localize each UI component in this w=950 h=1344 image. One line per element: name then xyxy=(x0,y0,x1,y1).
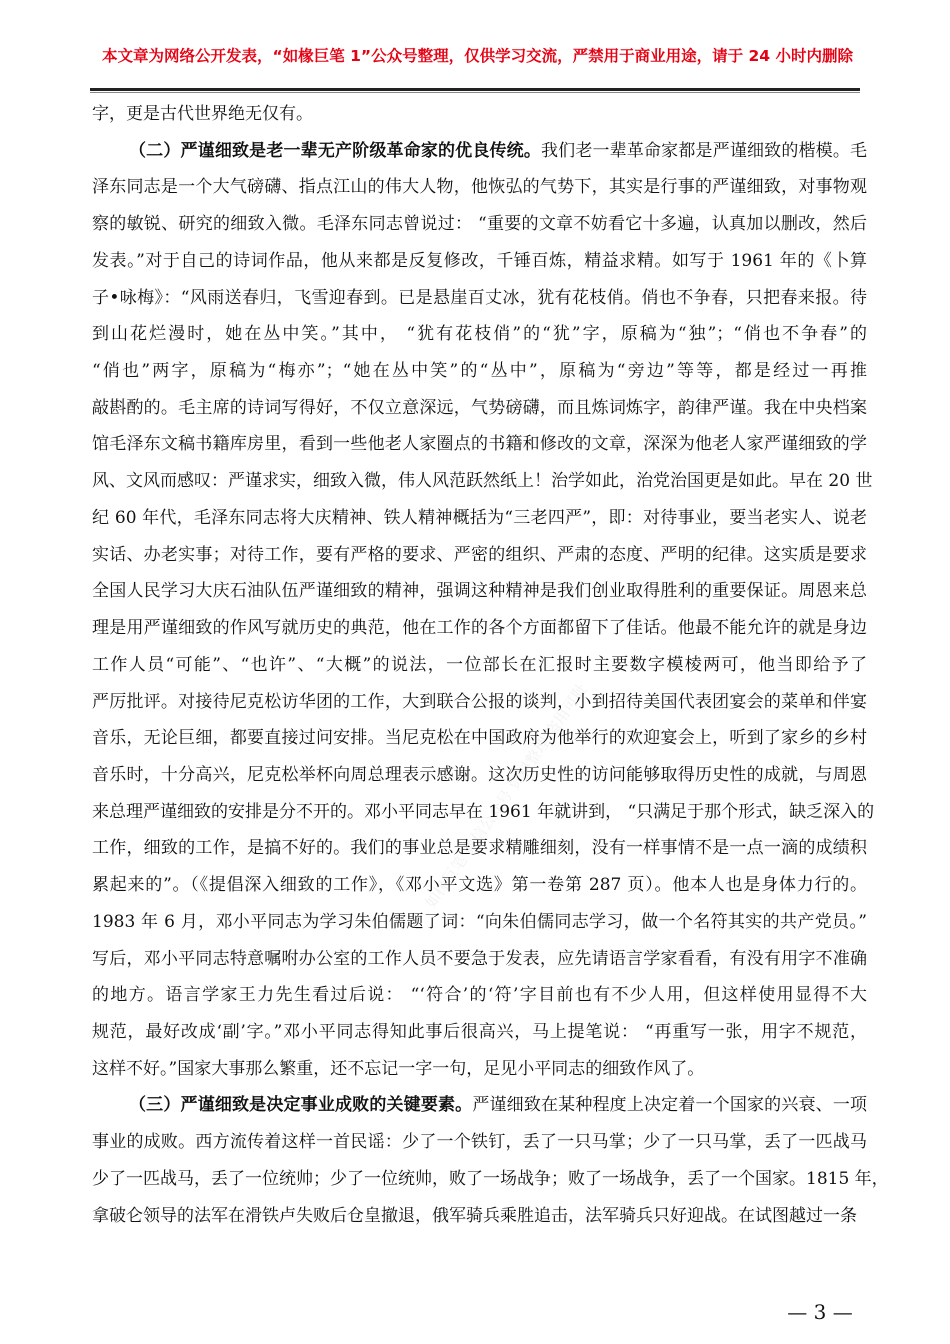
text-line xyxy=(92,647,867,684)
text-line xyxy=(92,1087,867,1124)
header-divider-thin xyxy=(90,92,860,93)
copyright-notice: 本文章为网络公开发表，“如椽巨笔 1”公众号整理，仅供学习交流，严禁用于商业用途，请于 24 小时内删除 xyxy=(102,47,853,65)
line-text: 的地方。语言学家王力先生看过后说： “‘符合’的‘符’字目前也有不少人用，但这样使用显得不大 xyxy=(92,985,867,1006)
line-text: 写后，邓小平同志特意嘱咐办公室的工作人员不要急于发表，应先请语言学家看看，有没有用字不准确 xyxy=(92,948,867,969)
line-text: 音乐，无论巨细，都要直接过问安排。当尼克松在中国政府为他举行的欢迎宴会上，听到了家乡的乡村 xyxy=(92,728,867,749)
header-divider xyxy=(90,88,860,91)
paragraph xyxy=(92,96,867,133)
section-heading: （二）严谨细致是老一辈无产阶级革命家的优良传统。 xyxy=(129,140,541,161)
text-line xyxy=(92,426,867,463)
line-text: 严谨细致在某种程度上决定着一个国家的兴衰、一项 xyxy=(472,1095,868,1116)
line-text: 音乐时，十分高兴，尼克松举杯向周总理表示感谢。这次历史性的访问能够取得历史性的成就，与周恩 xyxy=(92,764,867,785)
text-line xyxy=(92,500,867,537)
text-line xyxy=(92,169,867,206)
text-line xyxy=(92,353,867,390)
line-text: 风、文风而感叹：严谨求实，细致入微，伟人风范跃然纸上！治学如此，治党治国更是如此。早在 20 世 xyxy=(92,471,873,492)
line-text: 敲斟酌的。毛主席的诗词写得好，不仅立意深远，气势磅礴，而且炼词炼字，韵律严谨。我在中央档案 xyxy=(92,397,867,418)
text-line xyxy=(92,904,867,941)
page-number: — 3 — xyxy=(787,1300,853,1324)
line-text: 实话、办老实事；对待工作，要有严格的要求、严密的组织、严肃的态度、严明的纪律。这实质是要求 xyxy=(92,544,867,565)
text-line xyxy=(92,537,867,574)
text-line xyxy=(92,977,867,1014)
text-line xyxy=(92,684,867,721)
watermark: 如椽巨笔 微信公众号 资料整理 盗用可耻 xyxy=(421,680,591,912)
text-line xyxy=(92,610,867,647)
text-line xyxy=(92,1198,867,1235)
text-line xyxy=(92,794,875,831)
line-text: 子•咏梅》：“风雨送春归，飞雪迎春到。已是悬崖百丈冰，犹有花枝俏。俏也不争春，只把春来报。待 xyxy=(92,287,867,308)
text-line xyxy=(92,206,867,243)
text-line xyxy=(92,133,867,170)
line-text: 理是用严谨细致的作风写就历史的典范，他在工作的各个方面都留下了佳话。他最不能允许的就是身边 xyxy=(92,618,867,639)
text-line xyxy=(92,1161,889,1198)
text-line xyxy=(92,867,867,904)
line-text: 这样不好。”国家大事那么繁重，还不忘记一字一句，足见小平同志的细致作风了。 xyxy=(92,1058,705,1079)
line-text: 拿破仑领导的法军在滑铁卢失败后仓皇撤退，俄军骑兵乘胜追击，法军骑兵只好迎战。在试图越过一条 xyxy=(92,1205,857,1226)
line-text: 事业的成败。西方流传着这样一首民谣：少了一个铁钉，丢了一只马掌；少了一只马掌，丢了一匹战马 xyxy=(92,1132,867,1153)
text-line xyxy=(92,573,867,610)
text-line xyxy=(92,390,867,427)
line-text: 工作人员“可能”、“也许”、“大概”的说法，一位部长在汇报时主要数字模棱两可，他当即给予了 xyxy=(92,654,867,675)
line-text: 到山花烂漫时，她在丛中笑。”其中， “犹有花枝俏”的“犹”字，原稿为“独”；“俏也不争春”的 xyxy=(92,324,867,345)
document-body xyxy=(92,96,889,1234)
text-line xyxy=(92,463,873,500)
line-text: 规范，最好改成‘副’字。”邓小平同志得知此事后很高兴，马上提笔说： “再重写一张，用字不规范， xyxy=(92,1021,867,1042)
section-heading: （三）严谨细致是决定事业成败的关键要素。 xyxy=(129,1095,473,1116)
text-line xyxy=(92,1051,867,1088)
line-text: 发表。”对于自己的诗词作品，他从来都是反复修改，千锤百炼，精益求精。如写于 1961 年的《卜算 xyxy=(92,250,867,271)
line-text: “俏也”两字，原稿为“梅亦”；“她在丛中笑”的“丛中”，原稿为“旁边”等等，都是经过一再推 xyxy=(92,361,867,382)
line-text: 纪 60 年代，毛泽东同志将大庆精神、铁人精神概括为“三老四严”，即：对待事业，要当老实人、说老 xyxy=(92,507,867,528)
line-text: 全国人民学习大庆石油队伍严谨细致的精神，强调这种精神是我们创业取得胜利的重要保证。周恩来总 xyxy=(92,581,867,602)
line-text: 泽东同志是一个大气磅礴、指点江山的伟大人物，他恢弘的气势下，其实是行事的严谨细致，对事物观 xyxy=(92,177,867,198)
paragraph xyxy=(92,1087,889,1234)
line-text: 累起来的”。（《提倡深入细致的工作》，《邓小平文选》第一卷第 287 页）。他本人也是身体力行的。 xyxy=(92,875,867,896)
line-text: 少了一匹战马，丢了一位统帅；少了一位统帅，败了一场战争；败了一场战争，丢了一个国家。1815 年， xyxy=(92,1168,889,1189)
text-line xyxy=(92,1014,867,1051)
text-line xyxy=(92,941,867,978)
paragraph xyxy=(92,133,875,1088)
line-text: 我们老一辈革命家都是严谨细致的楷模。毛 xyxy=(541,140,867,161)
text-line xyxy=(92,757,867,794)
text-line xyxy=(92,720,867,757)
line-text: 工作，细致的工作，是搞不好的。我们的事业总是要求精雕细刻，没有一样事情不是一点一滴的成绩积 xyxy=(92,838,867,859)
line-text: 馆毛泽东文稿书籍库房里，看到一些他老人家圈点的书籍和修改的文章，深深为他老人家严谨细致的学 xyxy=(92,434,867,455)
text-line xyxy=(92,830,867,867)
line-text: 严厉批评。对接待尼克松访华团的工作，大到联合公报的谈判，小到招待美国代表团宴会的菜单和伴宴 xyxy=(92,691,867,712)
text-line xyxy=(92,96,867,133)
line-text: 察的敏锐、研究的细致入微。毛泽东同志曾说过： “重要的文章不妨看它十多遍，认真加以删改，然后 xyxy=(92,214,867,235)
line-text: 来总理严谨细致的安排是分不开的。邓小平同志早在 1961 年就讲到， “只满足于那个形式，缺乏深入的 xyxy=(92,801,875,822)
text-line xyxy=(92,1124,867,1161)
line-text: 1983 年 6 月，邓小平同志为学习朱伯儒题了词：“向朱伯儒同志学习，做一个名符其实的共产党员。” xyxy=(92,911,867,932)
text-line xyxy=(92,280,867,317)
text-line xyxy=(92,316,867,353)
line-text: 字，更是古代世界绝无仅有。 xyxy=(92,104,313,124)
text-line xyxy=(92,243,867,280)
